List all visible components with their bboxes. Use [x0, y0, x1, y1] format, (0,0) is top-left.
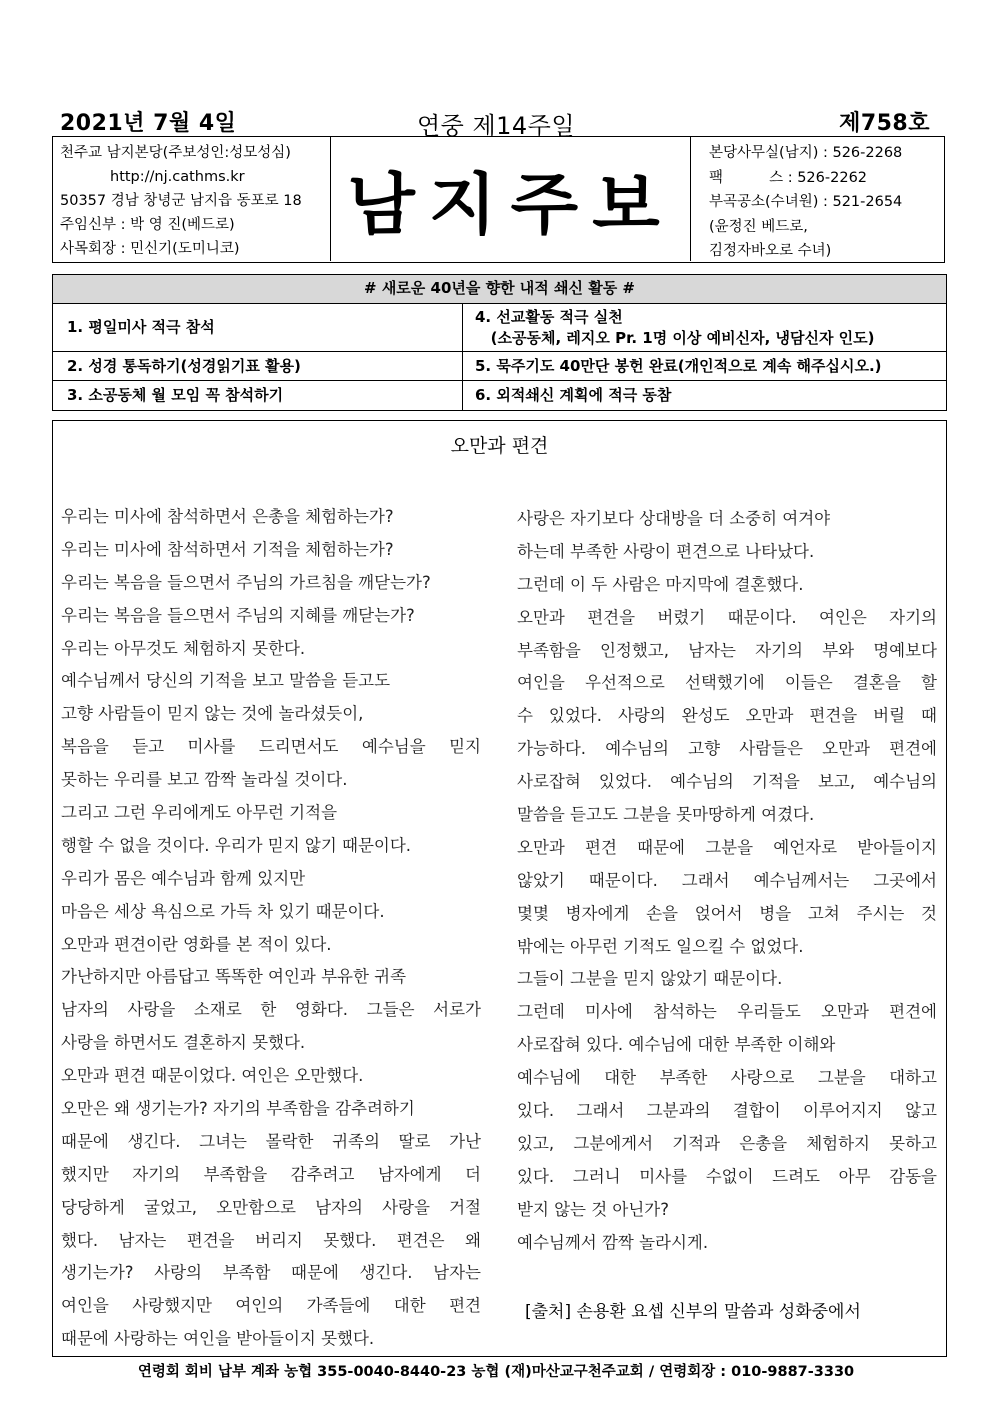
- text-line: 고향 사람들이 믿지 않는 것에 놀라셨듯이,: [61, 704, 364, 724]
- office-phone: 본당사무실(남지) : 526-2268: [709, 145, 903, 161]
- text-line: 예수님께서 당신의 기적을 보고 말씀을 듣고도: [61, 671, 391, 691]
- article-right-column: [517, 503, 937, 1259]
- text-line: 마음은 세상 욕심으로 가득 차 있기 때문이다.: [61, 901, 385, 921]
- text-line: 오만과 편견 때문에 그분을 예언자로 받아들이지: [517, 837, 937, 857]
- text-line: 사랑을 하면서도 결혼하지 못했다.: [61, 1033, 306, 1053]
- activity-item: 2. 성경 통독하기(성경읽기표 활용): [67, 357, 301, 375]
- masthead-title: 남지주보: [347, 165, 674, 244]
- masthead-title-cell: [331, 137, 691, 261]
- sisters-line-2: 김정자바오로 수녀): [709, 243, 832, 259]
- text-line: 그런데 이 두 사람은 마지막에 결혼했다.: [517, 574, 804, 594]
- text-line: 사로잡혀 있었다. 예수님의 기적을 보고, 예수님의: [517, 772, 937, 792]
- parish-council: 사목회장 : 민신기(도미니코): [60, 241, 240, 257]
- activity-item: 5. 묵주기도 40만단 봉헌 완료(개인적으로 계속 해주십시오.): [475, 357, 882, 375]
- text-line: 하는데 부족한 사랑이 편견으로 나타났다.: [517, 541, 815, 561]
- text-line: 말씀을 듣고도 그분을 못마땅하게 여겼다.: [517, 805, 815, 825]
- text-line: 우리는 아무것도 체험하지 못한다.: [61, 638, 306, 658]
- text-line: 몇몇 병자에게 손을 얹어서 병을 고쳐 주시는 것: [517, 903, 937, 923]
- text-line: 예수님에 대한 부족한 사랑으로 그분을 대하고: [517, 1068, 937, 1088]
- text-line: 우리는 복음을 들으면서 주님의 가르침을 깨닫는가?: [61, 572, 431, 592]
- text-line: 못하는 우리를 보고 깜짝 놀라실 것이다.: [61, 770, 348, 790]
- text-line: 않았기 때문이다. 그래서 예수님께서는 그곳에서: [517, 870, 937, 890]
- liturgical-week: 연중 제14주일: [416, 112, 576, 140]
- bulletin-date: 2021년 7월 4일: [60, 111, 237, 136]
- text-line: 수 있었다. 사랑의 완성도 오만과 편견을 버릴 때: [517, 706, 937, 726]
- text-line: 밖에는 아무런 기적도 일으킬 수 없었다.: [517, 936, 804, 956]
- text-line: 받지 않는 것 아닌가?: [517, 1199, 670, 1219]
- text-line: 사로잡혀 있다. 예수님에 대한 부족한 이해와: [517, 1035, 836, 1055]
- article-title: 오만과 편견: [450, 435, 549, 457]
- text-line: 복음을 듣고 미사를 드리면서도 예수님을 믿지: [61, 737, 481, 757]
- article-left-column: [61, 501, 481, 1356]
- convent-phone: 부곡공소(수녀원) : 521-2654: [709, 194, 903, 210]
- sisters-line-1: (윤정진 베드로,: [709, 218, 808, 235]
- text-line: 생기는가? 사랑의 부족함 때문에 생긴다. 남자는: [61, 1263, 481, 1283]
- contact-info: [691, 137, 945, 261]
- masthead-box: [52, 136, 945, 263]
- text-line: 오만과 편견이란 영화를 본 적이 있다.: [61, 934, 332, 954]
- activity-item: 6. 외적쇄신 계획에 적극 동참: [475, 386, 672, 404]
- text-line: 부족함을 인정했고, 남자는 자기의 부와 명예보다: [517, 640, 937, 660]
- article: [52, 420, 947, 1357]
- text-line: 오만과 편견 때문이었다. 여인은 오만했다.: [61, 1066, 364, 1086]
- text-line: 우리는 미사에 참석하면서 은총을 체험하는가?: [61, 507, 394, 526]
- parish-pastor: 주임신부 : 박 영 진(베드로): [60, 217, 235, 233]
- text-line: 행할 수 없을 것이다. 우리가 믿지 않기 때문이다.: [61, 835, 412, 855]
- text-line: 그런데 미사에 참석하는 우리들도 오만과 편견에: [517, 1002, 937, 1022]
- text-line: 가능하다. 예수님의 고향 사람들은 오만과 편견에: [517, 739, 937, 759]
- activities-grid: [52, 304, 947, 411]
- text-line: 가난하지만 아름답고 똑똑한 여인과 부유한 귀족: [61, 967, 407, 987]
- fax-number: 팩 스 : 526-2262: [709, 169, 868, 186]
- text-line: 당당하게 굴었고, 오만함으로 남자의 사랑을 거절: [61, 1197, 481, 1217]
- activity-item: 1. 평일미사 적극 참석: [67, 318, 215, 336]
- text-line: 했지만 자기의 부족함을 감추려고 남자에게 더: [61, 1164, 481, 1184]
- issue-number: 제758호: [839, 111, 930, 136]
- footer-account-info: 연령회 회비 납부 계좌 농협 355-0040-8440-23 농협 (재)마산교구천주교회 / 연령회장 : 010-9887-3330: [137, 1364, 855, 1380]
- text-line: 우리는 복음을 들으면서 주님의 지혜를 깨닫는가?: [61, 605, 415, 625]
- parish-url[interactable]: http://nj.cathms.kr: [110, 169, 245, 185]
- text-line: 있다. 그러니 미사를 수없이 드려도 아무 감동을: [517, 1166, 937, 1186]
- text-line: 예수님께서 깜짝 놀라시게.: [517, 1232, 709, 1252]
- article-source: [출처] 손용환 요셉 신부의 말씀과 성화중에서: [525, 1302, 861, 1322]
- activities-title: # 새로운 40년을 향한 내적 쇄신 활동 #: [52, 274, 947, 304]
- parish-address: 50357 경남 창녕군 남지읍 동포로 18: [60, 193, 302, 209]
- text-line: 여인을 사랑했지만 여인의 가족들에 대한 편견: [61, 1296, 481, 1316]
- activity-item: 3. 소공동체 월 모임 꼭 참석하기: [67, 386, 284, 404]
- text-line: 오만과 편견을 버렸기 때문이다. 여인은 자기의: [517, 607, 937, 627]
- text-line: 그리고 그런 우리에게도 아무런 기적을: [61, 803, 338, 823]
- text-line: 때문에 사랑하는 여인을 받아들이지 못했다.: [61, 1329, 375, 1349]
- text-line: 때문에 생긴다. 그녀는 몰락한 귀족의 딸로 가난: [61, 1131, 481, 1151]
- text-line: 우리는 미사에 참석하면서 기적을 체험하는가?: [61, 539, 394, 559]
- text-line: 여인을 우선적으로 선택했기에 이들은 결혼을 할: [517, 673, 937, 693]
- text-line: 우리가 몸은 예수님과 함께 있지만: [61, 868, 306, 888]
- text-line: 오만은 왜 생기는가? 자기의 부족함을 감추려하기: [61, 1099, 415, 1119]
- text-line: 사랑은 자기보다 상대방을 더 소중히 여겨야: [517, 509, 831, 528]
- text-line: 했다. 남자는 편견을 버리지 못했다. 편견은 왜: [61, 1230, 481, 1250]
- parish-info: [53, 137, 331, 261]
- activity-item: 4. 선교활동 적극 실천: [475, 308, 623, 326]
- text-line: 있다. 그래서 그분과의 결합이 이루어지지 않고: [517, 1101, 937, 1121]
- text-line: 있고, 그분에게서 기적과 은총을 체험하지 못하고: [517, 1133, 937, 1153]
- text-line: 그들이 그분을 믿지 않았기 때문이다.: [517, 969, 783, 989]
- text-line: 남자의 사랑을 소재로 한 영화다. 그들은 서로가: [61, 1000, 481, 1020]
- parish-name: 천주교 남지본당(주보성인:성모성심): [60, 145, 291, 161]
- activity-item-detail: (소공동체, 레지오 Pr. 1명 이상 예비신자, 냉담신자 인도): [475, 329, 875, 347]
